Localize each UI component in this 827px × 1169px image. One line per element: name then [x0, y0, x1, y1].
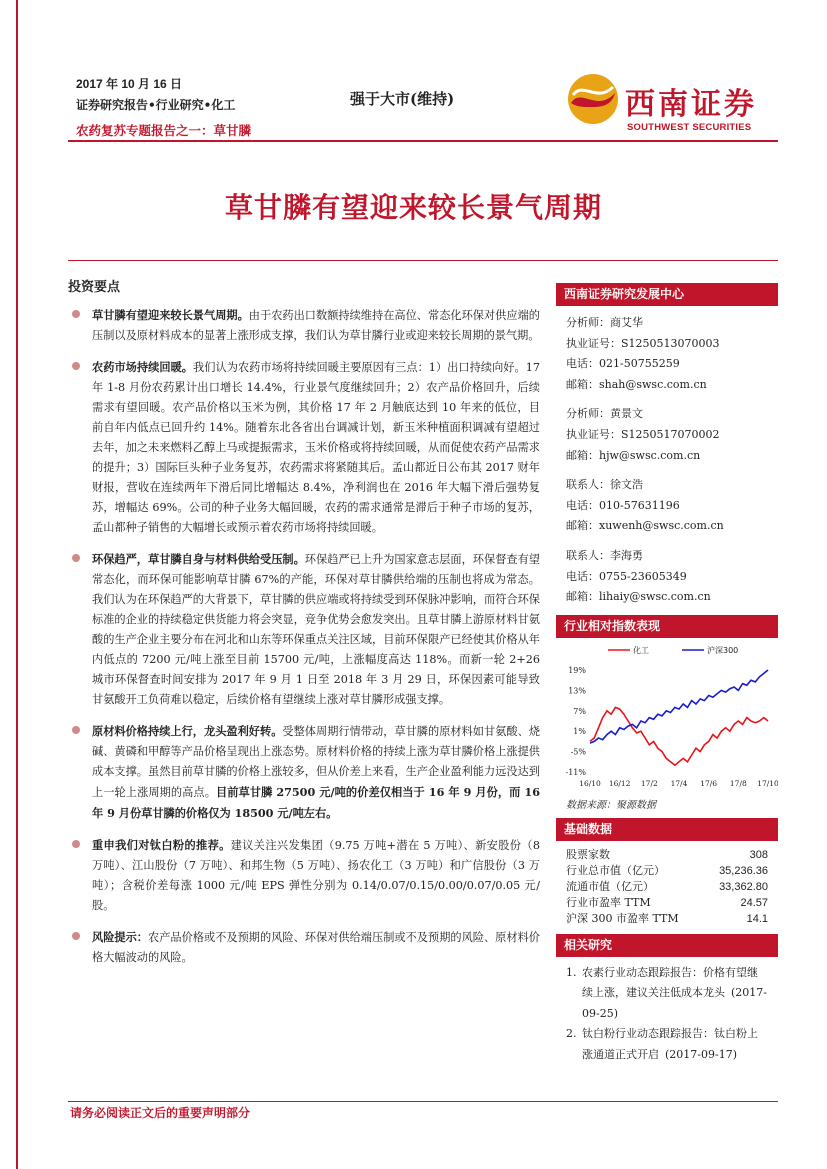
highlight-body: 农产品价格或不及预期的风险、环保对供给端压制或不及预期的风险、原材料价格大幅波动的风险。: [92, 931, 540, 964]
highlight-paragraph: [68, 357, 540, 538]
highlight-paragraph: [68, 549, 540, 710]
x-tick-label: 17/8: [729, 778, 747, 788]
bullet-icon: [72, 554, 80, 562]
analyst-line2: 邮箱：xuwenh@swsc.com.cn: [566, 519, 724, 533]
highlight-paragraph: [68, 721, 540, 824]
related-item-text: 钛白粉行业动态跟踪报告：钛白粉上涨通道正式开启: [582, 1027, 758, 1061]
analyst-line1: 执业证号：S1250513070003: [566, 336, 720, 350]
y-tick-label: 7%: [573, 706, 586, 716]
highlight-lead: 原材料价格持续上行，龙头盈利好转。: [92, 724, 283, 738]
analyst-line2: 邮箱：hjw@swsc.com.cn: [566, 448, 701, 462]
report-date: 2017 年 10 月 16 日: [76, 77, 183, 91]
basic-data-value: 14.1: [746, 912, 768, 925]
basic-data-value: 33,362.80: [719, 880, 768, 893]
basic-data-row: [556, 911, 778, 927]
related-item[interactable]: [566, 1024, 768, 1065]
basic-data-row: [556, 863, 778, 879]
report-subtitle: 农药复苏专题报告之一：草甘膦: [76, 123, 252, 138]
investment-heading: 投资要点: [68, 280, 121, 295]
analyst-role: 分析师：黄景文: [566, 407, 643, 421]
basic-data-value: 35,236.36: [719, 864, 768, 877]
related-research-heading: 相关研究: [556, 934, 778, 957]
x-tick-label: 17/6: [700, 778, 718, 788]
y-tick-label: -11%: [565, 767, 586, 777]
company-logo-mark: [567, 73, 619, 125]
analyst-role: 联系人：徐文浩: [566, 478, 643, 492]
bullet-icon: [72, 362, 80, 370]
basic-data-row: [556, 847, 778, 863]
highlight-emphasis: 目前草甘膦 27500 元/吨的价差仅相当于 16 年 9 月份，而 16 年 9 月份草甘膦的价格仅为 18500 元/吨左右。: [92, 785, 540, 820]
y-tick-label: 1%: [573, 726, 586, 736]
left-margin-line: [16, 0, 18, 1169]
x-tick-label: 17/10: [757, 778, 778, 788]
company-logo-cn: 西南证券: [625, 87, 757, 122]
basic-data-label: 流通市值（亿元）: [566, 879, 654, 893]
highlight-body: 环保趋严已上升为国家意志层面，环保督查有望常态化，而环保可能影响草甘膦 67%的产能，环保对草甘膦供给端的压制也将成为常态。我们认为在环保趋严的大背景下，草甘膦的供应端或将持续受到环保脉冲影响，而符合环保标准的企业的持续稳定供货能力将会突显，竞争优势会愈发突出。且草甘膦上游原材料甘氨酸的生产企业主要分布在河北和山东等环保重点关注区域，目前环保限产已经使其价格从年内低点的 7200 元/吨上涨至目前 15700 元/吨，上涨幅度高达 118%。而新一轮 2+26 城市环保督查时间安排为 2017 年 9 月 1 日至 2018 年 3 月 29 日，环保因素可能导致甘氨酸开工负荷难以稳定，后续价格有望继续上涨对草甘膦形成强支撑。: [92, 553, 540, 706]
footer-disclaimer: 请务必阅读正文后的重要声明部分: [70, 1106, 251, 1120]
highlight-paragraph: [68, 305, 540, 346]
analyst-line2: 电话：021-50755259: [566, 357, 680, 371]
analyst-line3: 邮箱：shah@swsc.com.cn: [566, 377, 707, 391]
report-category: 证券研究报告•行业研究•化工: [76, 98, 236, 112]
highlight-lead: 草甘膦有望迎来较长景气周期。: [92, 308, 249, 322]
basic-data-table: [556, 847, 778, 927]
basic-data-label: 沪深 300 市盈率 TTM: [566, 911, 679, 925]
basic-data-row: [556, 879, 778, 895]
basic-data-heading: 基础数据: [556, 818, 778, 841]
analyst-line1: 执业证号：S1250517070002: [566, 427, 720, 441]
bullet-icon: [72, 840, 80, 848]
highlight-body: 由于农药出口数额持续维持在高位、常态化环保对供应端的压制以及原材料成本的显著上涨形成支撑，我们认为草甘膦行业或迎来较长周期的景气期。: [92, 309, 540, 342]
analyst-list: [556, 306, 778, 608]
footer-divider: [68, 1101, 778, 1102]
y-tick-label: 13%: [568, 686, 586, 696]
basic-data-label: 股票家数: [566, 847, 610, 861]
highlight-paragraph: [68, 835, 540, 916]
chart-source: 数据来源：聚源数据: [566, 799, 656, 811]
related-item-date: (2017-09-25): [582, 986, 768, 1020]
highlight-lead: 风险提示：: [92, 930, 148, 944]
y-tick-label: -5%: [570, 747, 586, 757]
title-divider: [68, 260, 778, 261]
investment-highlights: [68, 276, 540, 979]
y-tick-label: 19%: [568, 665, 586, 675]
related-item-number: 1.: [566, 965, 577, 979]
rating: 强于大市(维持): [350, 90, 455, 108]
related-research-list: [556, 963, 778, 1066]
basic-data-value: 24.57: [740, 896, 768, 909]
legend-label: 沪深300: [707, 645, 739, 655]
x-tick-label: 17/2: [640, 778, 658, 788]
series-line-hs300: [590, 670, 768, 743]
highlight-lead: 重申我们对钛白粉的推荐。: [92, 838, 231, 852]
related-item[interactable]: [566, 963, 768, 1025]
analyst-line1: 电话：010-57631196: [566, 498, 680, 512]
research-center-heading: 西南证券研究发展中心: [556, 283, 778, 306]
index-heading: 行业相对指数表现: [556, 615, 778, 638]
report-title: 草甘膦有望迎来较长景气周期: [224, 191, 602, 224]
bullet-icon: [72, 726, 80, 734]
related-item-date: (2017-09-17): [665, 1047, 738, 1061]
analyst-role: 分析师：商艾华: [566, 316, 643, 329]
highlight-body: 建议关注兴发集团（9.75 万吨+潜在 5 万吨）、新安股份（8 万吨）、江山股份（7 万吨）、和邦生物（5 万吨）、扬农化工（3 万吨）和广信股份（3 万吨）；含税价差每涨 1000 元/吨 EPS 弹性分别为 0.14/0.07/0.15/0.00/0.07/0.05 元/股。: [92, 839, 540, 912]
related-item-number: 2.: [566, 1027, 577, 1041]
x-tick-label: 17/4: [670, 778, 688, 788]
header-divider: [68, 140, 778, 142]
basic-data-label: 行业市盈率 TTM: [566, 895, 651, 909]
relative-index-chart: [556, 638, 778, 792]
x-tick-label: 16/10: [579, 778, 601, 788]
basic-data-label: 行业总市值（亿元）: [566, 863, 665, 877]
chart-svg: [556, 638, 778, 792]
highlight-body: 我们认为农药市场将持续回暖主要原因有三点：1）出口持续向好。17 年 1-8 月份农药累计出口增长 14.4%，行业景气度继续回升；2）农产品价格回升，后续需求有望回暖。农产品价格以玉米为例，其价格 17 年 2 月触底达到 10 年来的低位，目前自年内低点已回升约 14%。随着东北各省出台调减计划，新玉米种植面积调减有望超过去年，加之未来燃料乙醇上马或提振需求，玉米价格或将持续回暖，从而促使农药产品需求的提升；3）国际巨头种子业务复苏，农药需求将紧随其后。孟山都近日公布其 2017 财年财报，营收在连续两年下滑后同比增幅达 8.4%，净利润也在 2016 年大幅下滑后强势复苏，增幅达 69%。公司的种子业务大幅回暖，农药的需求通常是滞后于种子市场的复苏，孟山都种子销售的大幅增长或预示着农药市场将持续回暖。: [92, 361, 540, 534]
related-item-text: 农素行业动态跟踪报告：价格有望继续上涨，建议关注低成本龙头: [582, 965, 758, 1000]
company-logo-en: SOUTHWEST SECURITIES: [627, 122, 752, 133]
basic-data-value: 308: [749, 848, 768, 861]
basic-data-row: [556, 895, 778, 911]
bullet-icon: [72, 932, 80, 940]
analyst-line2: 邮箱：lihaiy@swsc.com.cn: [566, 590, 711, 604]
sidebar: [556, 283, 778, 1065]
bullet-icon: [72, 310, 80, 318]
highlight-body: 受整体周期行情带动，草甘膦的原材料如甘氨酸、烧碱、黄磷和甲醇等产品价格呈现出上涨态势。原材料价格的持续上涨为草甘膦价格上涨提供成本支撑。虽然目前草甘膦的价格上涨较多，但从价差上来看，生产企业盈利能力远没达到上一轮上涨周期的高点。: [92, 725, 540, 799]
x-tick-label: 16/12: [608, 778, 631, 788]
analyst-line1: 电话：0755-23605349: [566, 569, 687, 583]
legend-label: 化工: [633, 645, 649, 655]
highlight-paragraph: [68, 927, 540, 968]
highlight-lead: 农药市场持续回暖。: [92, 360, 194, 374]
series-line-chemical: [590, 707, 768, 765]
highlight-lead: 环保趋严，草甘膦自身与材料供给受压制。: [92, 552, 305, 566]
analyst-role: 联系人：李海勇: [566, 548, 643, 562]
